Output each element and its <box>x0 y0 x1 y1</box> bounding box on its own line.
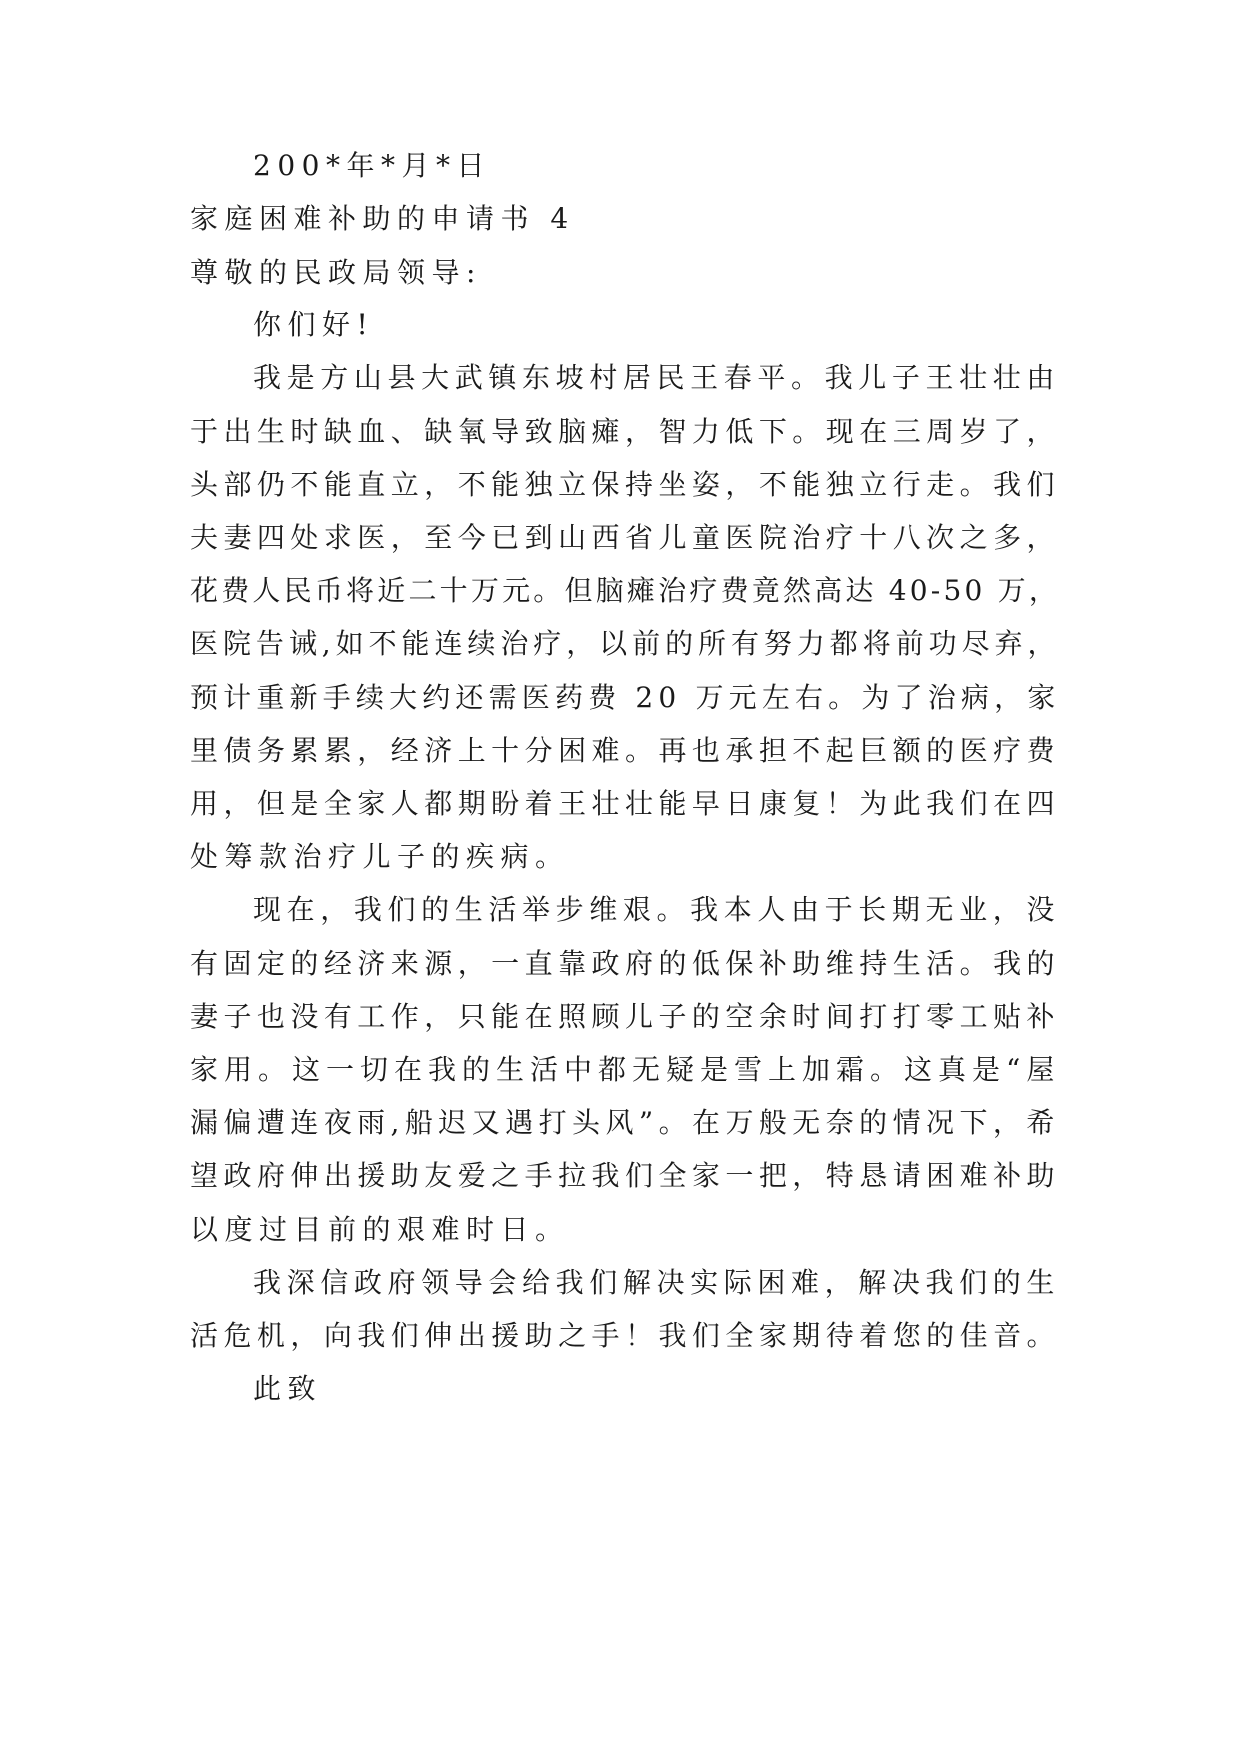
paragraph2-line: 漏偏遭连夜雨,船迟又遇打头风”。在万般无奈的情况下，希 <box>190 1106 1060 1139</box>
paragraph1-line: 于出生时缺血、缺氧导致脑瘫，智力低下。现在三周岁了， <box>190 415 1061 448</box>
paragraph1-line: 处筹款治疗儿子的疾病。 <box>190 840 570 873</box>
document-title: 家庭困难补助的申请书 4 <box>190 202 575 235</box>
paragraph1-line: 我是方山县大武镇东坡村居民王春平。我儿子王壮壮由 <box>253 361 1061 394</box>
closing: 此致 <box>253 1372 323 1405</box>
salutation: 尊敬的民政局领导: <box>190 256 482 289</box>
paragraph1-line: 花费人民币将近二十万元。但脑瘫治疗费竟然高达 40-50 万， <box>190 574 1061 607</box>
paragraph2-line: 有固定的经济来源，一直靠政府的低保补助维持生活。我的 <box>190 947 1061 980</box>
paragraph2-line: 望政府伸出援助友爱之手拉我们全家一把，特恳请困难补助 <box>190 1159 1061 1192</box>
paragraph1-line: 头部仍不能直立，不能独立保持坐姿，不能独立行走。我们 <box>190 468 1061 501</box>
paragraph2-line: 以度过目前的艰难时日。 <box>190 1213 570 1246</box>
paragraph2-line: 家用。这一切在我的生活中都无疑是雪上加霜。这真是“屋 <box>190 1053 1061 1086</box>
paragraph2-line: 妻子也没有工作，只能在照顾儿子的空余时间打打零工贴补 <box>190 1000 1061 1033</box>
paragraph3-line: 我深信政府领导会给我们解决实际困难，解决我们的生 <box>253 1266 1061 1299</box>
paragraph1-line: 用，但是全家人都期盼着王壮壮能早日康复！为此我们在四 <box>190 787 1061 820</box>
paragraph1-line: 预计重新手续大约还需医药费 20 万元左右。为了治病，家 <box>190 681 1061 714</box>
paragraph1-line: 医院告诫,如不能连续治疗，以前的所有努力都将前功尽弃， <box>190 627 1061 660</box>
paragraph2-line: 现在，我们的生活举步维艰。我本人由于长期无业，没 <box>253 893 1061 926</box>
paragraph1-line: 夫妻四处求医，至今已到山西省儿童医院治疗十八次之多， <box>190 521 1061 554</box>
paragraph1-line: 里债务累累，经济上十分困难。再也承担不起巨额的医疗费 <box>190 734 1061 767</box>
date-line: 200*年*月*日 <box>253 149 491 182</box>
paragraph3-line: 活危机，向我们伸出援助之手！我们全家期待着您的佳音。 <box>190 1319 1061 1352</box>
greeting: 你们好! <box>253 308 375 341</box>
